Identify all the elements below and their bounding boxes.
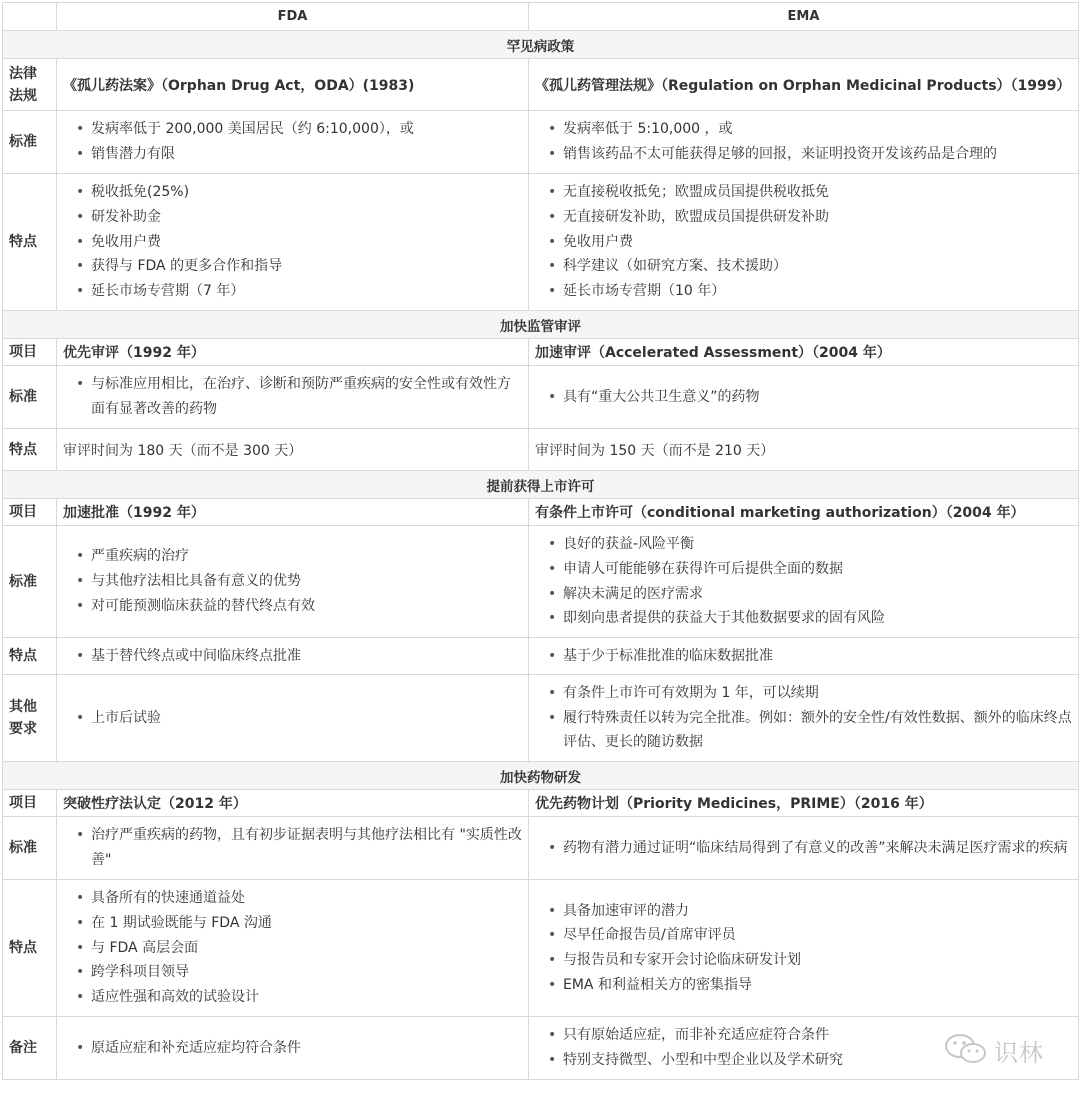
- fda-cell: [57, 880, 529, 1017]
- bullet-list: [63, 823, 522, 872]
- list-item: • 与其他疗法相比具备有意义的优势: [91, 569, 522, 594]
- comparison-table: [2, 2, 1079, 1080]
- section-title-dev: 加快药物研发: [3, 762, 1079, 790]
- row-label: 标准: [3, 526, 57, 638]
- ema-cell: 《孤儿药管理法规》（Regulation on Orphan Medicinal Products）（1999）: [529, 59, 1079, 111]
- list-item: • 税收抵免(25%): [91, 180, 522, 205]
- list-item: • 科学建议（如研究方案、技术援助）: [563, 254, 1072, 279]
- row-label: 备注: [3, 1017, 57, 1080]
- ema-cell: 优先药物计划（Priority Medicines，PRIME）（2016 年）: [529, 790, 1079, 817]
- section-title-review: 加快监管审评: [3, 311, 1079, 339]
- table-row: [3, 429, 1079, 471]
- list-item: • 具有“重大公共卫生意义”的药物: [563, 385, 1072, 410]
- list-item: • 适应性强和高效的试验设计: [91, 985, 522, 1010]
- list-item: • EMA 和利益相关方的密集指导: [563, 973, 1072, 998]
- table-row: [3, 1017, 1079, 1080]
- list-item: • 获得与 FDA 的更多合作和指导: [91, 254, 522, 279]
- fda-cell: [57, 675, 529, 762]
- row-label: 特点: [3, 174, 57, 311]
- bullet-list: [535, 899, 1072, 998]
- wechat-icon: [944, 1033, 988, 1065]
- list-item: • 对可能预测临床获益的替代终点有效: [91, 594, 522, 619]
- list-item: • 发病率低于 200,000 美国居民（约 6:10,000），或: [91, 117, 522, 142]
- fda-cell: [57, 1017, 529, 1080]
- row-label: 法律法规: [3, 59, 57, 111]
- corner-cell: [3, 3, 57, 31]
- table-row: [3, 339, 1079, 366]
- bullet-list: [63, 644, 522, 669]
- ema-cell: 审评时间为 150 天（而不是 210 天）: [529, 429, 1079, 471]
- row-label: 标准: [3, 817, 57, 880]
- list-item: • 延长市场专营期（7 年）: [91, 279, 522, 304]
- list-item: • 良好的获益-风险平衡: [563, 532, 1072, 557]
- bullet-list: [535, 681, 1072, 755]
- table-row: [3, 526, 1079, 638]
- list-item: • 发病率低于 5:10,000 ，或: [563, 117, 1072, 142]
- watermark-logo: [944, 1030, 1054, 1066]
- bullet-list: [63, 544, 522, 618]
- list-item: • 研发补助金: [91, 205, 522, 230]
- fda-cell: 审评时间为 180 天（而不是 300 天）: [57, 429, 529, 471]
- bullet-list: [63, 180, 522, 304]
- fda-cell: 《孤儿药法案》（Orphan Drug Act，ODA）(1983): [57, 59, 529, 111]
- row-label: 标准: [3, 111, 57, 174]
- table-row: [3, 638, 1079, 675]
- list-item: • 免收用户费: [91, 230, 522, 255]
- list-item: • 有条件上市许可有效期为 1 年，可以续期: [563, 681, 1072, 706]
- ema-cell: [529, 174, 1079, 311]
- row-label: 项目: [3, 790, 57, 817]
- col-header-ema: EMA: [529, 3, 1079, 31]
- bullet-list: [63, 886, 522, 1010]
- ema-cell: [529, 675, 1079, 762]
- row-label: 特点: [3, 638, 57, 675]
- list-item: • 即刻向患者提供的获益大于其他数据要求的固有风险: [563, 606, 1072, 631]
- bullet-list: [63, 706, 522, 731]
- fda-cell: [57, 638, 529, 675]
- fda-cell: [57, 174, 529, 311]
- fda-cell: [57, 526, 529, 638]
- list-item: • 治疗严重疾病的药物，且有初步证据表明与其他疗法相比有 "实质性改善": [91, 823, 522, 872]
- table-row: [3, 880, 1079, 1017]
- row-label: 项目: [3, 499, 57, 526]
- list-item: • 只有原始适应症，而非补充适应症符合条件: [563, 1023, 1072, 1048]
- table-row: [3, 111, 1079, 174]
- ema-cell: [529, 638, 1079, 675]
- list-item: • 销售该药品不太可能获得足够的回报，来证明投资开发该药品是合理的: [563, 142, 1072, 167]
- row-label: 其他要求: [3, 675, 57, 762]
- fda-cell: [57, 817, 529, 880]
- ema-cell: 加速审评（Accelerated Assessment）（2004 年）: [529, 339, 1079, 366]
- header-row: [3, 3, 1079, 31]
- list-item: • 上市后试验: [91, 706, 522, 731]
- list-item: • 免收用户费: [563, 230, 1072, 255]
- watermark-text: 识林: [994, 1039, 1044, 1067]
- bullet-list: [535, 117, 1072, 166]
- list-item: • 特别支持微型、小型和中型企业以及学术研究: [563, 1048, 1072, 1073]
- list-item: • 延长市场专营期（10 年）: [563, 279, 1072, 304]
- list-item: • 药物有潜力通过证明“临床结局得到了有意义的改善”来解决未满足医疗需求的疾病: [563, 836, 1072, 861]
- list-item: • 无直接研发补助，欧盟成员国提供研发补助: [563, 205, 1072, 230]
- bullet-list: [535, 836, 1072, 861]
- bullet-list: [535, 532, 1072, 631]
- section-title-orphan: 罕见病政策: [3, 31, 1079, 59]
- bullet-list: [535, 385, 1072, 410]
- list-item: • 与报告员和专家开会讨论临床研发计划: [563, 948, 1072, 973]
- ema-cell: [529, 526, 1079, 638]
- list-item: • 解决未满足的医疗需求: [563, 582, 1072, 607]
- table-row: [3, 174, 1079, 311]
- row-label: 特点: [3, 880, 57, 1017]
- list-item: • 基于替代终点或中间临床终点批准: [91, 644, 522, 669]
- bullet-list: [535, 644, 1072, 669]
- list-item: • 严重疾病的治疗: [91, 544, 522, 569]
- list-item: • 具备加速审评的潜力: [563, 899, 1072, 924]
- table-row: [3, 499, 1079, 526]
- row-label: 标准: [3, 366, 57, 429]
- table-row: [3, 366, 1079, 429]
- list-item: • 无直接税收抵免；欧盟成员国提供税收抵免: [563, 180, 1072, 205]
- table-row: [3, 675, 1079, 762]
- table-row: [3, 817, 1079, 880]
- col-header-fda: FDA: [57, 3, 529, 31]
- list-item: • 履行特殊责任以转为完全批准。例如：额外的安全性/有效性数据、额外的临床终点评估、更长的随访数据: [563, 706, 1072, 755]
- fda-cell: 加速批准（1992 年）: [57, 499, 529, 526]
- bullet-list: [63, 117, 522, 166]
- ema-cell: [529, 366, 1079, 429]
- table-row: [3, 59, 1079, 111]
- section-title-approval: 提前获得上市许可: [3, 471, 1079, 499]
- list-item: • 与标准应用相比，在治疗、诊断和预防严重疾病的安全性或有效性方面有显著改善的药物: [91, 372, 522, 421]
- ema-cell: 有条件上市许可（conditional marketing authorization）（2004 年）: [529, 499, 1079, 526]
- ema-cell: [529, 817, 1079, 880]
- bullet-list: [63, 1036, 522, 1061]
- list-item: • 原适应症和补充适应症均符合条件: [91, 1036, 522, 1061]
- list-item: • 销售潜力有限: [91, 142, 522, 167]
- list-item: • 具备所有的快速通道益处: [91, 886, 522, 911]
- row-label: 项目: [3, 339, 57, 366]
- ema-cell: [529, 111, 1079, 174]
- list-item: • 申请人可能能够在获得许可后提供全面的数据: [563, 557, 1072, 582]
- list-item: • 在 1 期试验既能与 FDA 沟通: [91, 911, 522, 936]
- list-item: • 尽早任命报告员/首席审评员: [563, 923, 1072, 948]
- row-label: 特点: [3, 429, 57, 471]
- bullet-list: [63, 372, 522, 421]
- fda-cell: [57, 111, 529, 174]
- list-item: • 与 FDA 高层会面: [91, 936, 522, 961]
- list-item: • 基于少于标准批准的临床数据批准: [563, 644, 1072, 669]
- fda-cell: [57, 366, 529, 429]
- table-row: [3, 790, 1079, 817]
- fda-cell: 优先审评（1992 年）: [57, 339, 529, 366]
- fda-cell: 突破性疗法认定（2012 年）: [57, 790, 529, 817]
- ema-cell: [529, 880, 1079, 1017]
- bullet-list: [535, 180, 1072, 304]
- list-item: • 跨学科项目领导: [91, 960, 522, 985]
